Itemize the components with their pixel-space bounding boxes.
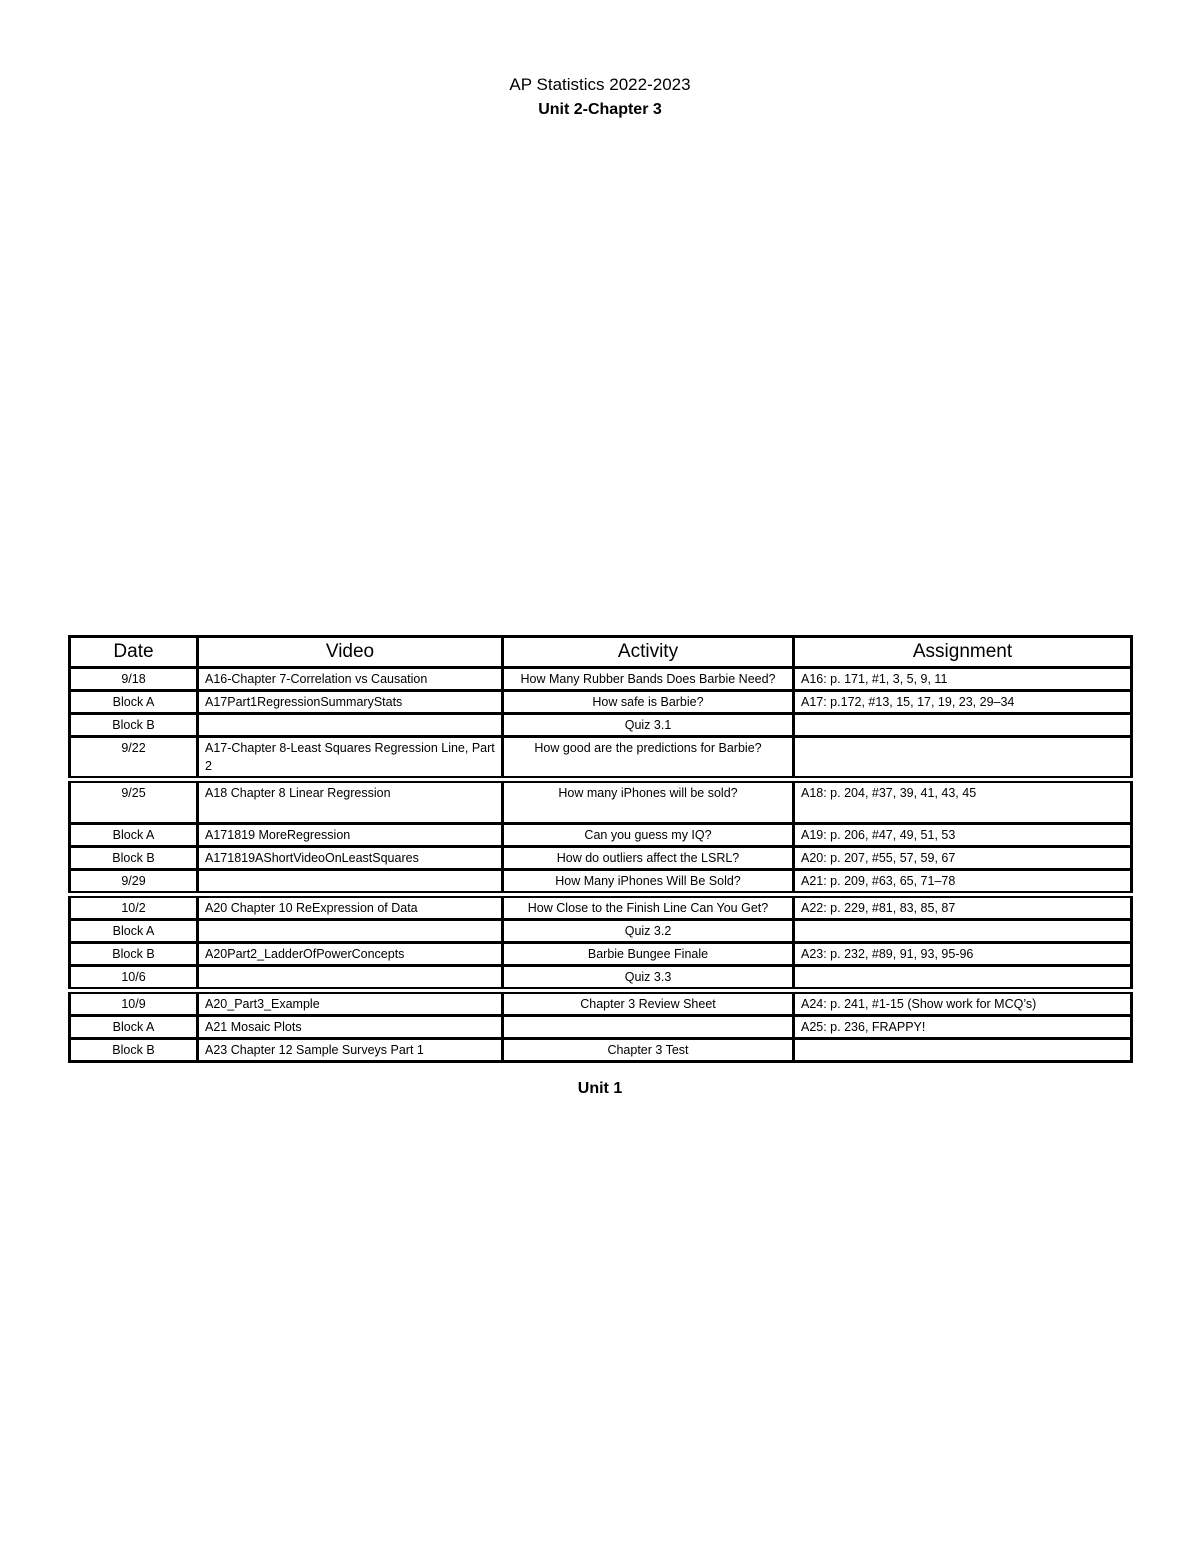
schedule-body [70,668,1132,1062]
video-cell [198,920,503,943]
activity-cell: How Many Rubber Bands Does Barbie Need? [503,668,794,691]
date-cell: Block B [70,714,198,737]
assignment-cell [794,737,1132,780]
table-row [70,991,1132,1016]
column-header-date: Date [70,637,198,668]
assignment-cell: A22: p. 229, #81, 83, 85, 87 [794,895,1132,920]
date-cell: Block A [70,1016,198,1039]
assignment-cell [794,966,1132,991]
date-cell: 9/18 [70,668,198,691]
video-cell: A171819AShortVideoOnLeastSquares [198,847,503,870]
assignment-cell: A17: p.172, #13, 15, 17, 19, 23, 29–34 [794,691,1132,714]
date-cell: 9/22 [70,737,198,780]
activity-cell: How safe is Barbie? [503,691,794,714]
date-cell: 9/25 [70,780,198,824]
assignment-cell: A18: p. 204, #37, 39, 41, 43, 45 [794,780,1132,824]
table-row [70,668,1132,691]
assignment-cell [794,1039,1132,1062]
table-row [70,966,1132,991]
table-row [70,920,1132,943]
table-row [70,714,1132,737]
video-cell: A171819 MoreRegression [198,824,503,847]
activity-cell: Quiz 3.3 [503,966,794,991]
activity-cell: Chapter 3 Review Sheet [503,991,794,1016]
activity-cell: Barbie Bungee Finale [503,943,794,966]
date-cell: 9/29 [70,870,198,895]
activity-cell: How Close to the Finish Line Can You Get? [503,895,794,920]
column-header-activity: Activity [503,637,794,668]
date-cell: Block A [70,824,198,847]
table-row [70,780,1132,824]
video-cell: A17Part1RegressionSummaryStats [198,691,503,714]
video-cell: A20 Chapter 10 ReExpression of Data [198,895,503,920]
video-cell [198,966,503,991]
date-cell: 10/6 [70,966,198,991]
table-row [70,1039,1132,1062]
schedule-table [68,635,1133,1063]
table-header-row [70,637,1132,668]
activity-cell: Can you guess my IQ? [503,824,794,847]
assignment-cell [794,920,1132,943]
assignment-cell: A19: p. 206, #47, 49, 51, 53 [794,824,1132,847]
assignment-cell: A24: p. 241, #1-15 (Show work for MCQ’s) [794,991,1132,1016]
activity-cell [503,1016,794,1039]
assignment-cell: A23: p. 232, #89, 91, 93, 95-96 [794,943,1132,966]
table-row [70,943,1132,966]
table-row [70,824,1132,847]
assignment-cell: A16: p. 171, #1, 3, 5, 9, 11 [794,668,1132,691]
assignment-cell: A21: p. 209, #63, 65, 71–78 [794,870,1132,895]
assignment-cell [794,714,1132,737]
activity-cell: How do outliers affect the LSRL? [503,847,794,870]
activity-cell: How good are the predictions for Barbie? [503,737,794,780]
video-cell: A16-Chapter 7-Correlation vs Causation [198,668,503,691]
page-subtitle: Unit 2-Chapter 3 [538,101,662,118]
date-cell: 10/9 [70,991,198,1016]
table-row [70,737,1132,780]
column-header-video: Video [198,637,503,668]
table-row [70,870,1132,895]
video-cell [198,870,503,895]
date-cell: Block A [70,691,198,714]
date-cell: 10/2 [70,895,198,920]
video-cell: A21 Mosaic Plots [198,1016,503,1039]
date-cell: Block B [70,943,198,966]
video-cell [198,714,503,737]
video-cell: A17-Chapter 8-Least Squares Regression Line, Part 2 [198,737,503,780]
table-row [70,691,1132,714]
column-header-assignment: Assignment [794,637,1132,668]
unit-label: Unit 1 [577,1080,623,1097]
date-cell: Block B [70,847,198,870]
page-title: AP Statistics 2022-2023 [509,75,691,94]
date-cell: Block B [70,1039,198,1062]
assignment-cell: A25: p. 236, FRAPPY! [794,1016,1132,1039]
video-cell: A23 Chapter 12 Sample Surveys Part 1 [198,1039,503,1062]
video-cell: A20Part2_LadderOfPowerConcepts [198,943,503,966]
activity-cell: How many iPhones will be sold? [503,780,794,824]
table-row [70,1016,1132,1039]
table-row [70,847,1132,870]
video-cell: A20_Part3_Example [198,991,503,1016]
assignment-cell: A20: p. 207, #55, 57, 59, 67 [794,847,1132,870]
activity-cell: Quiz 3.1 [503,714,794,737]
activity-cell: Quiz 3.2 [503,920,794,943]
table-row [70,895,1132,920]
activity-cell: How Many iPhones Will Be Sold? [503,870,794,895]
activity-cell: Chapter 3 Test [503,1039,794,1062]
video-cell: A18 Chapter 8 Linear Regression [198,780,503,824]
date-cell: Block A [70,920,198,943]
